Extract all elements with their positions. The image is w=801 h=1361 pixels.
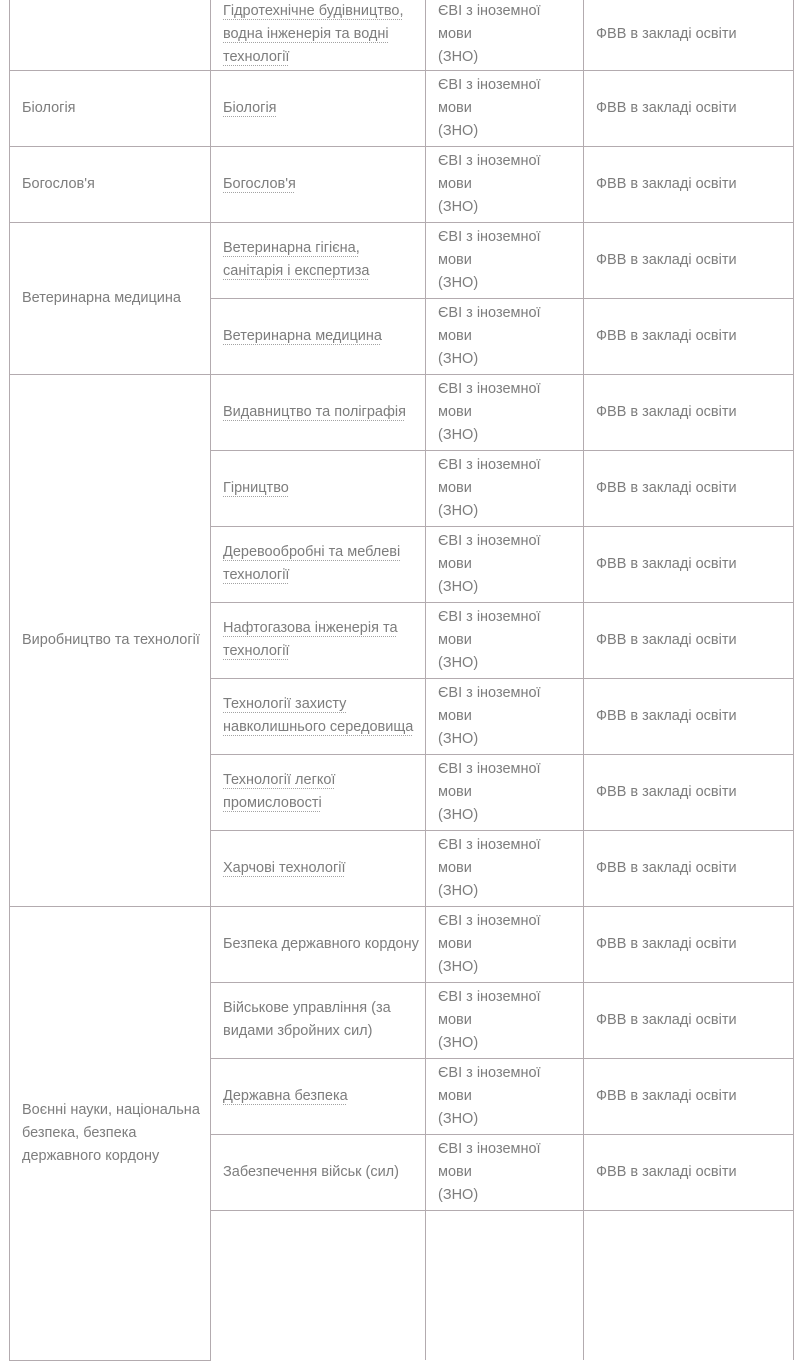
- table-row: [10, 70, 794, 146]
- fvv-cell: [584, 0, 794, 70]
- fvv-label: ФВВ в закладі освіти: [596, 251, 737, 268]
- category-label: Ветеринарна медицина: [22, 289, 181, 306]
- exam-label: ЄВІ з іноземної мови (ЗНО): [438, 836, 541, 899]
- fvv-label: ФВВ в закладі освіти: [596, 327, 737, 344]
- fvv-label: ФВВ в закладі освіти: [596, 1011, 737, 1028]
- fvv-cell: [584, 982, 794, 1058]
- category-cell: [10, 374, 211, 906]
- fvv-label: ФВВ в закладі освіти: [596, 859, 737, 876]
- category-cell: [10, 222, 211, 374]
- fvv-cell: [584, 906, 794, 982]
- fvv-cell: [584, 146, 794, 222]
- fvv-cell: [584, 450, 794, 526]
- program-link[interactable]: Ветеринарна гігієна, санітарія і експертиза: [223, 240, 370, 279]
- fvv-cell: [584, 526, 794, 602]
- fvv-label: ФВВ в закладі освіти: [596, 26, 737, 43]
- program-label: Безпека державного кордону: [223, 935, 419, 952]
- table-row: [10, 146, 794, 222]
- exam-cell: [426, 602, 584, 678]
- fvv-cell: [584, 1134, 794, 1210]
- exam-label: ЄВІ з іноземної мови (ЗНО): [438, 3, 541, 66]
- fvv-cell: [584, 1058, 794, 1134]
- exam-cell: [426, 374, 584, 450]
- fvv-label: ФВВ в закладі освіти: [596, 783, 737, 800]
- exam-label: ЄВІ з іноземної мови (ЗНО): [438, 152, 541, 215]
- program-cell: [211, 450, 426, 526]
- fvv-cell: [584, 1210, 794, 1360]
- program-cell: [211, 526, 426, 602]
- fvv-cell: [584, 602, 794, 678]
- exam-cell: [426, 70, 584, 146]
- exam-label: ЄВІ з іноземної мови (ЗНО): [438, 228, 541, 291]
- exam-cell: [426, 526, 584, 602]
- category-label: Виробництво та технології: [22, 631, 200, 648]
- program-link[interactable]: Біологія: [223, 99, 277, 116]
- fvv-cell: [584, 830, 794, 906]
- program-cell: [211, 222, 426, 298]
- exam-label: ЄВІ з іноземної мови (ЗНО): [438, 608, 541, 671]
- program-cell: [211, 70, 426, 146]
- program-cell: [211, 0, 426, 70]
- program-cell: [211, 374, 426, 450]
- exam-cell: [426, 1134, 584, 1210]
- program-cell: [211, 678, 426, 754]
- program-link[interactable]: Технології легкої промисловості: [223, 772, 336, 811]
- fvv-label: ФВВ в закладі освіти: [596, 99, 737, 116]
- fvv-label: ФВВ в закладі освіти: [596, 1163, 737, 1180]
- category-cell: [10, 0, 211, 70]
- exam-label: ЄВІ з іноземної мови (ЗНО): [438, 1140, 541, 1203]
- fvv-label: ФВВ в закладі освіти: [596, 175, 737, 192]
- program-cell: [211, 906, 426, 982]
- fvv-label: ФВВ в закладі освіти: [596, 1087, 737, 1104]
- fvv-cell: [584, 298, 794, 374]
- program-cell: [211, 298, 426, 374]
- table-row: [10, 906, 794, 982]
- program-link[interactable]: Видавництво та поліграфія: [223, 403, 406, 420]
- fvv-label: ФВВ в закладі освіти: [596, 403, 737, 420]
- fvv-cell: [584, 754, 794, 830]
- program-link[interactable]: Ветеринарна медицина: [223, 327, 382, 344]
- exam-cell: [426, 146, 584, 222]
- program-link[interactable]: Державна безпека: [223, 1087, 348, 1104]
- program-link[interactable]: Харчові технології: [223, 859, 346, 876]
- fvv-label: ФВВ в закладі освіти: [596, 707, 737, 724]
- fvv-cell: [584, 222, 794, 298]
- category-cell: [10, 146, 211, 222]
- exam-cell: [426, 1210, 584, 1360]
- program-cell: [211, 830, 426, 906]
- program-link[interactable]: Богослов'я: [223, 175, 296, 192]
- exam-cell: [426, 906, 584, 982]
- fvv-cell: [584, 678, 794, 754]
- exam-cell: [426, 754, 584, 830]
- exam-label: ЄВІ з іноземної мови (ЗНО): [438, 684, 541, 747]
- program-cell: [211, 1134, 426, 1210]
- exam-label: ЄВІ з іноземної мови (ЗНО): [438, 304, 541, 367]
- fvv-label: ФВВ в закладі освіти: [596, 631, 737, 648]
- fvv-cell: [584, 374, 794, 450]
- table-row: [10, 0, 794, 70]
- program-label: Військове управління (за видами збройних сил): [223, 1000, 391, 1039]
- program-link[interactable]: Деревообробні та меблеві технології: [223, 544, 401, 583]
- exam-cell: [426, 222, 584, 298]
- category-cell: [10, 906, 211, 1360]
- exam-cell: [426, 678, 584, 754]
- program-link[interactable]: Нафтогазова інженерія та технології: [223, 620, 398, 659]
- exam-cell: [426, 298, 584, 374]
- fvv-label: ФВВ в закладі освіти: [596, 555, 737, 572]
- exam-cell: [426, 830, 584, 906]
- program-link[interactable]: Гірництво: [223, 479, 289, 496]
- program-cell: [211, 1058, 426, 1134]
- program-link[interactable]: Технології захисту навколишнього середовища: [223, 696, 414, 735]
- exam-label: ЄВІ з іноземної мови (ЗНО): [438, 532, 541, 595]
- exam-cell: [426, 0, 584, 70]
- category-cell: [10, 70, 211, 146]
- exam-label: ЄВІ з іноземної мови (ЗНО): [438, 456, 541, 519]
- exam-label: ЄВІ з іноземної мови (ЗНО): [438, 988, 541, 1051]
- exam-label: ЄВІ з іноземної мови (ЗНО): [438, 76, 541, 139]
- table-row: [10, 374, 794, 450]
- program-label: Забезпечення військ (сил): [223, 1163, 399, 1180]
- exam-cell: [426, 1058, 584, 1134]
- exam-label: ЄВІ з іноземної мови (ЗНО): [438, 380, 541, 443]
- fvv-label: ФВВ в закладі освіти: [596, 479, 737, 496]
- program-cell: [211, 754, 426, 830]
- program-cell: [211, 1210, 426, 1360]
- category-label: Воєнні науки, національна безпека, безпека державного кордону: [22, 1101, 200, 1164]
- exam-label: ЄВІ з іноземної мови (ЗНО): [438, 1064, 541, 1127]
- program-cell: [211, 146, 426, 222]
- exam-cell: [426, 450, 584, 526]
- exam-label: ЄВІ з іноземної мови (ЗНО): [438, 912, 541, 975]
- exam-cell: [426, 982, 584, 1058]
- program-cell: [211, 602, 426, 678]
- program-link[interactable]: Гідротехнічне будівництво, водна інженерія та водні технології: [223, 3, 404, 66]
- category-label: Богослов'я: [22, 175, 95, 192]
- program-cell: [211, 982, 426, 1058]
- fvv-cell: [584, 70, 794, 146]
- table-row: [10, 222, 794, 298]
- exam-label: ЄВІ з іноземної мови (ЗНО): [438, 760, 541, 823]
- fvv-label: ФВВ в закладі освіти: [596, 935, 737, 952]
- admissions-table: [9, 0, 794, 1361]
- category-label: Біологія: [22, 99, 76, 116]
